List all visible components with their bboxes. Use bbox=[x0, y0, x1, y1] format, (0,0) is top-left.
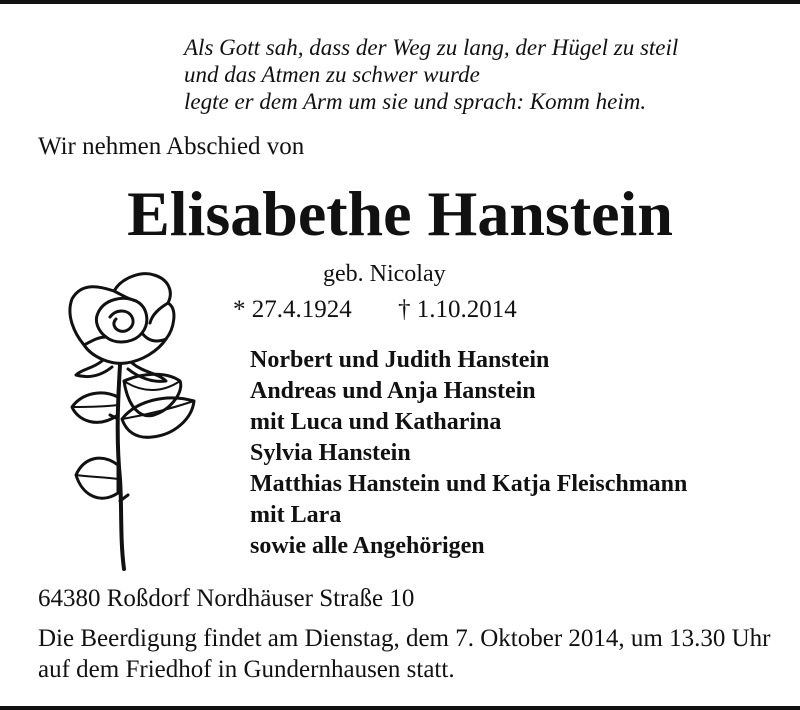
poem bbox=[184, 34, 784, 115]
life-dates bbox=[233, 296, 517, 324]
rose-icon bbox=[62, 269, 207, 574]
funeral-notice: Die Beerdigung findet am Dienstag, dem 7. Oktober 2014, um 13.30 Uhr auf dem Friedhof in Gundernhausen statt. bbox=[38, 625, 771, 683]
mourner-line: Norbert und Judith Hanstein bbox=[250, 347, 550, 373]
farewell-intro: Wir nehmen Abschied von bbox=[38, 133, 305, 160]
mourner-line: Matthias Hanstein und Katja Fleischmann bbox=[250, 471, 688, 497]
death-date: † 1.10.2014 bbox=[398, 296, 517, 323]
mourner-line: Andreas und Anja Hanstein bbox=[250, 378, 536, 404]
mourner-line: sowie alle Angehörigen bbox=[250, 533, 485, 559]
poem-line: Als Gott sah, dass der Weg zu lang, der Hügel zu steil bbox=[184, 35, 679, 60]
poem-line: und das Atmen zu schwer wurde bbox=[184, 62, 480, 87]
birth-date: * 27.4.1924 bbox=[233, 296, 352, 323]
deceased-name: Elisabethe Hanstein bbox=[127, 178, 673, 249]
address: 64380 Roßdorf Nordhäuser Straße 10 bbox=[38, 585, 415, 612]
mourner-line: mit Luca und Katharina bbox=[250, 409, 502, 435]
mourner-line: mit Lara bbox=[250, 502, 342, 528]
mourner-line: Sylvia Hanstein bbox=[250, 440, 411, 466]
mourners-list bbox=[250, 345, 687, 562]
poem-line: legte er dem Arm um sie und sprach: Komm heim. bbox=[184, 89, 647, 114]
maiden-name: geb. Nicolay bbox=[323, 261, 446, 287]
